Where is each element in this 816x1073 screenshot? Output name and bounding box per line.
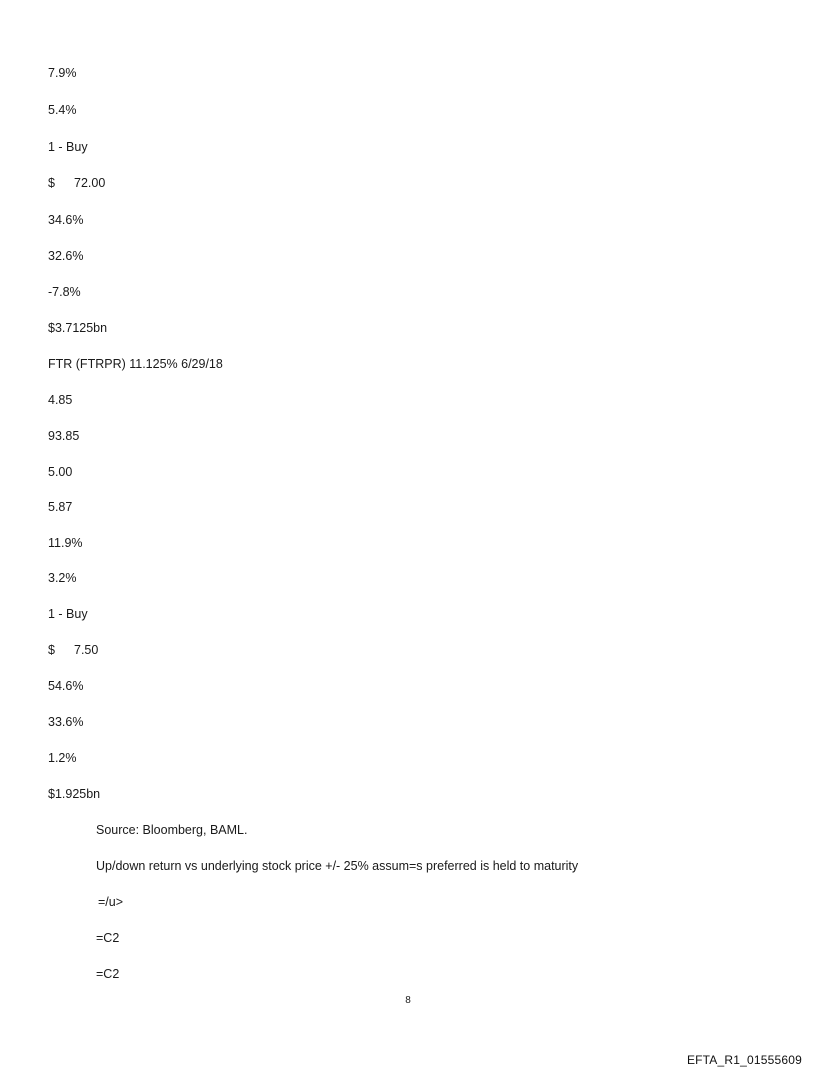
price-line: [48, 175, 105, 191]
price-value: 72.00: [74, 176, 106, 190]
code-fragment: =C2: [96, 931, 120, 945]
footnote: Up/down return vs underlying stock price +/- 25% assum=s preferred is held to maturity: [96, 859, 579, 873]
text-line: $1.925bn: [48, 787, 101, 801]
text-line: 7.9%: [48, 66, 77, 80]
text-line: 34.6%: [48, 213, 84, 227]
text-line: FTR (FTRPR) 11.125% 6/29/18: [48, 357, 223, 371]
text-line: 1.2%: [48, 751, 77, 765]
text-line: -7.8%: [48, 285, 81, 299]
text-line: 3.2%: [48, 571, 77, 585]
text-line: 93.85: [48, 429, 80, 443]
text-line: 33.6%: [48, 715, 84, 729]
text-line: 5.00: [48, 465, 73, 479]
price-value: 7.50: [74, 643, 99, 657]
text-line: 32.6%: [48, 249, 84, 263]
text-line: 1 - Buy: [48, 607, 88, 621]
source-note: Source: Bloomberg, BAML.: [96, 823, 248, 837]
page-number: 8: [405, 995, 411, 1006]
currency-symbol: $: [48, 643, 55, 657]
currency-symbol: $: [48, 176, 55, 190]
text-line: 5.4%: [48, 103, 77, 117]
code-fragment: =/u>: [98, 895, 124, 909]
code-fragment: =C2: [96, 967, 120, 981]
text-line: 11.9%: [48, 536, 83, 550]
text-line: $3.7125bn: [48, 321, 108, 335]
text-line: 4.85: [48, 393, 73, 407]
text-line: 54.6%: [48, 679, 84, 693]
price-line: [48, 642, 98, 658]
text-line: 5.87: [48, 500, 73, 514]
text-line: 1 - Buy: [48, 140, 88, 154]
document-id: EFTA_R1_01555609: [686, 1053, 802, 1067]
